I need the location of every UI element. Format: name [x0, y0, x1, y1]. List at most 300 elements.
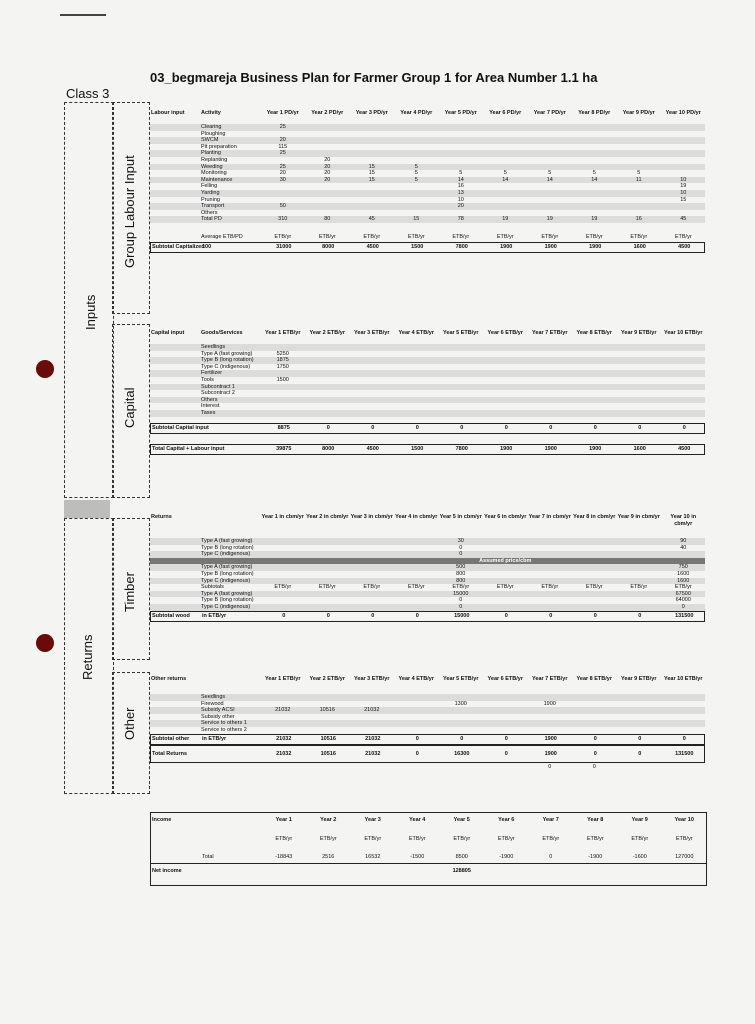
- table-cell: 1600: [677, 577, 690, 584]
- table-row: [150, 344, 705, 351]
- table-cell: [483, 571, 528, 578]
- table-cell: 64000: [675, 597, 691, 604]
- capital-label: Capital: [122, 387, 137, 428]
- capital-total: [150, 444, 705, 455]
- table-cell: [394, 357, 439, 364]
- table-cell: [150, 190, 200, 197]
- row-label: Pruning: [201, 196, 220, 203]
- table-row: [150, 351, 705, 358]
- table-cell: [305, 545, 350, 552]
- table-cell: [572, 370, 617, 377]
- table-cell: [260, 397, 305, 404]
- table-cell: [438, 707, 483, 714]
- unit-cell: ETB/yr: [630, 233, 648, 240]
- table-cell: [349, 203, 394, 210]
- table-cell: [572, 720, 617, 727]
- table-cell: ETB/yr: [674, 584, 692, 591]
- table-cell: [438, 397, 483, 404]
- table-cell: [616, 701, 661, 708]
- goods-header: Goods/Services: [201, 330, 243, 336]
- timber-volume-rows: [150, 538, 705, 558]
- table-cell: [527, 157, 572, 164]
- year-header: Year 9 PD/yr: [622, 110, 655, 116]
- table-row: [150, 377, 705, 384]
- table-cell: [260, 183, 305, 190]
- table-cell: [349, 720, 394, 727]
- table-cell: 115: [278, 143, 288, 150]
- table-cell: [260, 403, 305, 410]
- table-cell: [483, 720, 528, 727]
- table-cell: [527, 727, 572, 734]
- table-cell: [616, 377, 661, 384]
- table-cell: [260, 571, 305, 578]
- table-cell: [438, 364, 483, 371]
- table-cell: [260, 720, 305, 727]
- unit-cell: ETB/yr: [363, 233, 381, 240]
- table-cell: [150, 144, 200, 151]
- income-total-label: Total: [202, 854, 214, 860]
- table-cell: [438, 727, 483, 734]
- table-cell: [483, 545, 528, 552]
- table-cell: 0: [682, 735, 686, 742]
- table-cell: [150, 351, 200, 358]
- other-header: Other returns: [151, 676, 187, 682]
- table-cell: 1300: [454, 700, 467, 707]
- row-label: Subsidy other: [201, 713, 235, 720]
- table-cell: [527, 351, 572, 358]
- row-label: Total PD: [201, 216, 222, 223]
- row-label: in ETB/yr: [202, 735, 227, 742]
- table-cell: 19: [680, 183, 687, 190]
- table-cell: [260, 157, 305, 164]
- table-cell: [483, 397, 528, 404]
- table-cell: [572, 124, 617, 131]
- table-cell: [438, 131, 483, 138]
- table-cell: 20: [279, 137, 286, 144]
- table-cell: [661, 714, 706, 721]
- year-header: Year 8 in cbm/yr: [573, 514, 616, 520]
- table-cell: [305, 190, 350, 197]
- year-header: Year 5 ETB/yr: [443, 330, 479, 336]
- table-cell: [260, 370, 305, 377]
- table-cell: [150, 591, 200, 598]
- table-cell: 19: [591, 216, 598, 223]
- table-cell: [661, 210, 706, 217]
- table-cell: [394, 131, 439, 138]
- table-cell: 80: [324, 216, 331, 223]
- table-cell: [260, 578, 305, 585]
- table-row: [150, 444, 705, 455]
- separator-block: [64, 500, 110, 518]
- unit-cell: ETB/yr: [452, 233, 470, 240]
- table-cell: [394, 144, 439, 151]
- table-cell: 5: [548, 170, 552, 177]
- table-cell: [661, 694, 706, 701]
- table-cell: 0: [638, 612, 642, 619]
- table-cell: [349, 578, 394, 585]
- table-cell: 10: [457, 196, 464, 203]
- table-cell: [572, 357, 617, 364]
- table-cell: [349, 377, 394, 384]
- table-cell: [483, 384, 528, 391]
- table-cell: 15: [368, 170, 375, 177]
- table-cell: [260, 604, 305, 611]
- table-cell: [661, 410, 706, 417]
- year-header: Year 1 PD/yr: [266, 110, 299, 116]
- table-cell: [527, 578, 572, 585]
- table-cell: 10: [680, 189, 687, 196]
- table-cell: [260, 410, 305, 417]
- table-cell: [616, 144, 661, 151]
- table-cell: [394, 377, 439, 384]
- net-income-label: Net income: [152, 868, 182, 874]
- table-cell: [150, 197, 200, 204]
- table-cell: [150, 545, 200, 552]
- table-cell: [260, 390, 305, 397]
- table-cell: [305, 183, 350, 190]
- table-cell: [572, 190, 617, 197]
- row-label: Tools: [201, 376, 214, 383]
- row-label: Felling: [201, 183, 218, 190]
- income-cell: -1900: [499, 854, 514, 860]
- income-cell: -1500: [410, 854, 425, 860]
- table-cell: [661, 364, 706, 371]
- table-cell: [661, 357, 706, 364]
- year-header: Year 2 PD/yr: [311, 110, 344, 116]
- table-cell: [572, 604, 617, 611]
- year-header: Year 3 ETB/yr: [354, 676, 390, 682]
- table-cell: [349, 714, 394, 721]
- table-cell: 1750: [276, 363, 289, 370]
- table-cell: [483, 190, 528, 197]
- row-label: Clearing: [201, 124, 222, 130]
- table-cell: [438, 344, 483, 351]
- year-header: Year 5: [453, 817, 470, 823]
- unit-cell: ETB/yr: [453, 836, 471, 842]
- row-label: Type C (indigenous): [201, 551, 251, 558]
- page-title: 03_begmareja Business Plan for Farmer Group 1 for Area Number 1.1 ha: [150, 70, 598, 85]
- table-cell: [394, 591, 439, 598]
- table-cell: [661, 344, 706, 351]
- year-header: Year 9 in cbm/yr: [617, 514, 660, 520]
- timber-subtotal: [150, 611, 705, 622]
- table-cell: ETB/yr: [630, 584, 648, 591]
- table-cell: [305, 124, 350, 131]
- table-row: [150, 157, 705, 164]
- table-cell: [616, 351, 661, 358]
- table-row: [150, 144, 705, 151]
- table-cell: 0: [504, 612, 508, 619]
- table-cell: [305, 390, 350, 397]
- table-cell: 0: [326, 612, 330, 619]
- year-header: Year 1 in cbm/yr: [261, 514, 304, 520]
- table-row: [150, 604, 705, 611]
- table-cell: [150, 578, 200, 585]
- table-cell: 45: [680, 216, 687, 223]
- table-cell: [616, 578, 661, 585]
- table-cell: 0: [504, 735, 508, 742]
- table-cell: [483, 564, 528, 571]
- table-cell: [349, 403, 394, 410]
- table-cell: Subtotal Capitalized: [152, 243, 205, 250]
- table-cell: 0: [593, 424, 597, 431]
- table-cell: 0: [459, 551, 463, 558]
- table-cell: [438, 351, 483, 358]
- table-cell: [150, 397, 200, 404]
- table-cell: [150, 357, 200, 364]
- table-row: [150, 591, 705, 598]
- table-cell: [527, 364, 572, 371]
- table-cell: [394, 720, 439, 727]
- table-cell: [150, 727, 200, 734]
- table-cell: [483, 578, 528, 585]
- table-cell: [661, 131, 706, 138]
- table-cell: [572, 714, 617, 721]
- table-cell: [150, 571, 200, 578]
- year-header: Year 3 ETB/yr: [354, 330, 390, 336]
- table-cell: [305, 203, 350, 210]
- table-cell: [305, 578, 350, 585]
- table-cell: [527, 694, 572, 701]
- table-cell: 30: [279, 176, 286, 183]
- table-cell: [260, 344, 305, 351]
- table-cell: [527, 203, 572, 210]
- row-label: Firewood: [201, 700, 224, 707]
- table-cell: [438, 157, 483, 164]
- table-cell: [572, 571, 617, 578]
- row-label: Type A (fast growing): [201, 350, 253, 357]
- row-label: Interest: [201, 403, 220, 410]
- table-cell: 1500: [411, 445, 424, 452]
- income-cell: -1900: [588, 854, 603, 860]
- table-cell: [150, 403, 200, 410]
- table-cell: [150, 364, 200, 371]
- table-cell: 0: [504, 424, 508, 431]
- year-header: Year 3: [364, 817, 381, 823]
- below-row: [150, 761, 705, 773]
- table-cell: 90: [680, 538, 687, 544]
- table-cell: [438, 714, 483, 721]
- row-label: Transport: [201, 203, 225, 210]
- table-cell: [527, 131, 572, 138]
- income-total-row: [151, 851, 706, 864]
- table-cell: [661, 144, 706, 151]
- table-cell: [616, 571, 661, 578]
- table-cell: [572, 131, 617, 138]
- table-cell: [527, 597, 572, 604]
- income-cell: -1600: [632, 854, 647, 860]
- row-label: Monitoring: [201, 170, 227, 177]
- table-cell: [616, 183, 661, 190]
- table-cell: [394, 571, 439, 578]
- table-cell: [661, 397, 706, 404]
- table-cell: [349, 384, 394, 391]
- table-cell: [527, 707, 572, 714]
- table-cell: [349, 597, 394, 604]
- table-row: [150, 164, 705, 171]
- table-cell: [483, 203, 528, 210]
- table-cell: [527, 720, 572, 727]
- year-header: Year 5 PD/yr: [444, 110, 477, 116]
- table-cell: [150, 183, 200, 190]
- table-cell: [572, 210, 617, 217]
- table-cell: 21032: [365, 735, 381, 742]
- table-row: [150, 694, 705, 701]
- table-cell: [527, 124, 572, 131]
- table-cell: [616, 397, 661, 404]
- year-header: Year 8 PD/yr: [578, 110, 611, 116]
- table-cell: [483, 538, 528, 545]
- table-cell: [661, 157, 706, 164]
- table-cell: [438, 150, 483, 157]
- table-cell: [483, 551, 528, 558]
- table-cell: ETB/yr: [585, 584, 603, 591]
- table-cell: [394, 344, 439, 351]
- table-cell: [150, 170, 200, 177]
- inputs-label: Inputs: [83, 294, 98, 330]
- table-cell: [305, 571, 350, 578]
- table-cell: [349, 564, 394, 571]
- row-label: SWCM: [201, 137, 219, 144]
- table-cell: [527, 551, 572, 558]
- table-cell: [572, 157, 617, 164]
- table-cell: [150, 131, 200, 138]
- table-cell: 0: [682, 424, 686, 431]
- table-cell: 0: [282, 612, 286, 619]
- table-cell: ETB/yr: [496, 584, 514, 591]
- table-cell: [150, 714, 200, 721]
- table-cell: [150, 584, 200, 591]
- table-cell: 4500: [678, 445, 691, 452]
- table-cell: 0: [504, 750, 508, 757]
- table-cell: [527, 384, 572, 391]
- table-cell: 14: [546, 176, 553, 183]
- table-cell: 1600: [677, 570, 690, 577]
- timber-section: [150, 514, 705, 622]
- table-cell: [483, 390, 528, 397]
- year-header: Year 6 ETB/yr: [487, 330, 523, 336]
- table-row: [150, 370, 705, 377]
- table-cell: [527, 197, 572, 204]
- table-cell: [305, 714, 350, 721]
- table-cell: [483, 210, 528, 217]
- table-cell: [305, 370, 350, 377]
- table-cell: [349, 551, 394, 558]
- table-cell: [616, 564, 661, 571]
- year-header: Year 10 PD/yr: [665, 110, 701, 116]
- table-cell: [483, 364, 528, 371]
- table-cell: [527, 538, 572, 545]
- table-cell: [527, 410, 572, 417]
- unit-cell: ETB/yr: [275, 836, 293, 842]
- table-cell: [394, 197, 439, 204]
- table-cell: [661, 150, 706, 157]
- table-cell: [349, 357, 394, 364]
- table-cell: [394, 701, 439, 708]
- table-cell: 8000: [322, 243, 335, 250]
- table-cell: [483, 727, 528, 734]
- table-cell: ETB/yr: [363, 584, 381, 591]
- table-cell: [305, 564, 350, 571]
- year-header: Year 4 PD/yr: [400, 110, 433, 116]
- table-cell: [616, 604, 661, 611]
- punch-hole-bottom: [36, 634, 54, 652]
- table-cell: [305, 604, 350, 611]
- table-cell: [394, 390, 439, 397]
- table-cell: 131500: [675, 750, 694, 757]
- table-cell: [661, 351, 706, 358]
- year-header: Year 7 PD/yr: [533, 110, 566, 116]
- table-cell: [661, 727, 706, 734]
- table-cell: [394, 124, 439, 131]
- table-cell: [305, 351, 350, 358]
- table-cell: [394, 157, 439, 164]
- table-cell: 1600: [633, 445, 646, 452]
- table-cell: [394, 727, 439, 734]
- table-cell: [483, 344, 528, 351]
- table-cell: [438, 377, 483, 384]
- table-cell: 40: [680, 544, 687, 551]
- table-cell: [661, 720, 706, 727]
- table-cell: [572, 727, 617, 734]
- table-cell: [661, 384, 706, 391]
- table-cell: [349, 364, 394, 371]
- table-cell: [527, 397, 572, 404]
- other-header-row: [150, 676, 705, 690]
- table-row: [150, 197, 705, 204]
- table-cell: 0: [459, 544, 463, 551]
- table-cell: [616, 203, 661, 210]
- table-row: [150, 727, 705, 734]
- table-cell: [150, 137, 200, 144]
- table-cell: [349, 694, 394, 701]
- table-cell: [394, 707, 439, 714]
- table-row: [150, 242, 705, 253]
- unit-cell: ETB/yr: [318, 233, 336, 240]
- table-cell: [572, 551, 617, 558]
- table-cell: [305, 694, 350, 701]
- other-subtotal: [150, 734, 705, 745]
- row-label: [201, 746, 261, 762]
- timber-header-row: [150, 514, 705, 528]
- returns-label: Returns: [80, 634, 95, 680]
- price-bar: [150, 558, 705, 565]
- row-label: Type B (long rotation): [201, 544, 254, 551]
- table-cell: 1875: [276, 357, 289, 364]
- table-cell: 25: [279, 163, 286, 170]
- table-cell: [527, 390, 572, 397]
- table-cell: [616, 384, 661, 391]
- table-cell: [260, 384, 305, 391]
- row-label: Type C (indigenous): [201, 577, 251, 584]
- table-cell: 31000: [276, 243, 292, 250]
- row-label: Type B (long rotation): [201, 357, 254, 364]
- table-cell: [305, 538, 350, 545]
- table-cell: [438, 144, 483, 151]
- table-row: [150, 423, 705, 434]
- table-cell: [305, 397, 350, 404]
- table-cell: 0: [593, 750, 597, 757]
- table-row: [150, 734, 705, 745]
- table-cell: [483, 403, 528, 410]
- table-cell: [150, 377, 200, 384]
- income-cell: 127000: [675, 854, 694, 860]
- table-cell: [572, 197, 617, 204]
- table-row: [150, 124, 705, 131]
- timber-label: Timber: [122, 572, 137, 612]
- other-rows: [150, 694, 705, 734]
- other-label: Other: [122, 707, 137, 740]
